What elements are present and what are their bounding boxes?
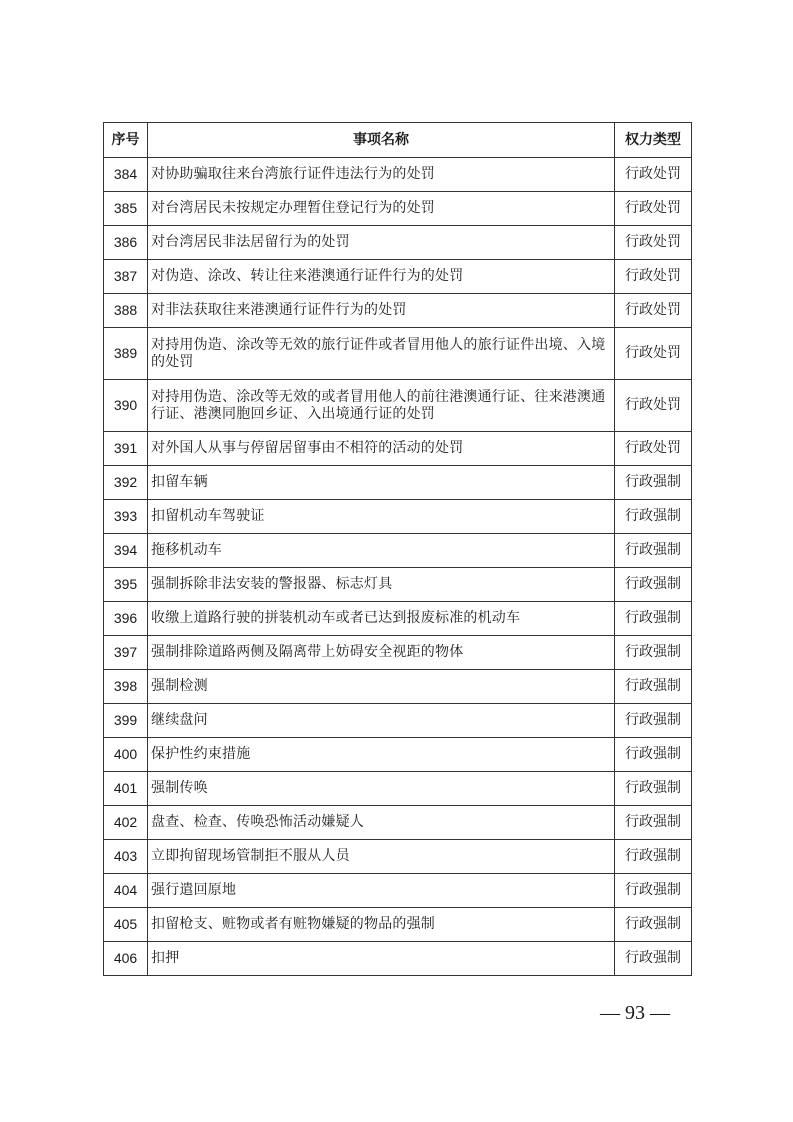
row-num: 391 — [104, 432, 148, 466]
row-type: 行政强制 — [615, 840, 692, 874]
table-row — [104, 534, 692, 568]
table-row — [104, 806, 692, 840]
table-row — [104, 738, 692, 772]
row-type: 行政处罚 — [615, 294, 692, 328]
row-type: 行政强制 — [615, 500, 692, 534]
table-row — [104, 636, 692, 670]
row-num: 404 — [104, 874, 148, 908]
header-num: 序号 — [104, 123, 148, 158]
row-num: 386 — [104, 226, 148, 260]
row-name: 对台湾居民未按规定办理暂住登记行为的处罚 — [148, 192, 615, 226]
row-type: 行政强制 — [615, 772, 692, 806]
row-type: 行政处罚 — [615, 192, 692, 226]
table-row — [104, 942, 692, 976]
row-name: 对台湾居民非法居留行为的处罚 — [148, 226, 615, 260]
row-name: 立即拘留现场管制拒不服从人员 — [148, 840, 615, 874]
row-name: 对非法获取往来港澳通行证件行为的处罚 — [148, 294, 615, 328]
row-name: 对持用伪造、涂改等无效的旅行证件或者冒用他人的旅行证件出境、入境的处罚 — [148, 328, 615, 380]
table-row — [104, 568, 692, 602]
row-name: 保护性约束措施 — [148, 738, 615, 772]
row-type: 行政处罚 — [615, 380, 692, 432]
row-num: 402 — [104, 806, 148, 840]
row-type: 行政处罚 — [615, 260, 692, 294]
row-name: 对持用伪造、涂改等无效的或者冒用他人的前往港澳通行证、往来港澳通行证、港澳同胞回乡证、入出境通行证的处罚 — [148, 380, 615, 432]
row-num: 384 — [104, 158, 148, 192]
row-num: 393 — [104, 500, 148, 534]
row-name: 对外国人从事与停留居留事由不相符的活动的处罚 — [148, 432, 615, 466]
row-type: 行政强制 — [615, 942, 692, 976]
row-type: 行政强制 — [615, 806, 692, 840]
row-num: 389 — [104, 328, 148, 380]
row-num: 396 — [104, 602, 148, 636]
row-name: 对协助骗取往来台湾旅行证件违法行为的处罚 — [148, 158, 615, 192]
table-row — [104, 772, 692, 806]
row-name: 扣留机动车驾驶证 — [148, 500, 615, 534]
row-name: 拖移机动车 — [148, 534, 615, 568]
items-table — [103, 122, 692, 976]
row-name: 扣押 — [148, 942, 615, 976]
row-num: 406 — [104, 942, 148, 976]
table-row — [104, 158, 692, 192]
row-type: 行政强制 — [615, 636, 692, 670]
row-num: 399 — [104, 704, 148, 738]
row-name: 扣留枪支、赃物或者有赃物嫌疑的物品的强制 — [148, 908, 615, 942]
row-name: 强制传唤 — [148, 772, 615, 806]
row-type: 行政强制 — [615, 908, 692, 942]
row-num: 390 — [104, 380, 148, 432]
row-name: 强制检测 — [148, 670, 615, 704]
row-num: 387 — [104, 260, 148, 294]
table-row — [104, 192, 692, 226]
row-num: 385 — [104, 192, 148, 226]
row-name: 盘查、检查、传唤恐怖活动嫌疑人 — [148, 806, 615, 840]
row-type: 行政处罚 — [615, 226, 692, 260]
table-row — [104, 908, 692, 942]
table-row — [104, 500, 692, 534]
row-num: 392 — [104, 466, 148, 500]
table-row — [104, 294, 692, 328]
table-row — [104, 466, 692, 500]
header-type: 权力类型 — [615, 123, 692, 158]
table-row — [104, 380, 692, 432]
row-type: 行政强制 — [615, 670, 692, 704]
row-num: 401 — [104, 772, 148, 806]
table-row — [104, 432, 692, 466]
row-name: 扣留车辆 — [148, 466, 615, 500]
row-type: 行政强制 — [615, 704, 692, 738]
row-type: 行政强制 — [615, 534, 692, 568]
row-type: 行政强制 — [615, 602, 692, 636]
row-type: 行政处罚 — [615, 328, 692, 380]
row-type: 行政强制 — [615, 466, 692, 500]
row-num: 394 — [104, 534, 148, 568]
row-num: 397 — [104, 636, 148, 670]
row-name: 收缴上道路行驶的拼装机动车或者已达到报废标准的机动车 — [148, 602, 615, 636]
row-name: 强制排除道路两侧及隔离带上妨碍安全视距的物体 — [148, 636, 615, 670]
row-type: 行政强制 — [615, 568, 692, 602]
header-name: 事项名称 — [148, 123, 615, 158]
row-type: 行政强制 — [615, 874, 692, 908]
table-row — [104, 260, 692, 294]
row-num: 395 — [104, 568, 148, 602]
row-num: 405 — [104, 908, 148, 942]
table-row — [104, 670, 692, 704]
table-row — [104, 602, 692, 636]
row-name: 强行遣回原地 — [148, 874, 615, 908]
table-header-row — [104, 123, 692, 158]
table-row — [104, 704, 692, 738]
table-row — [104, 328, 692, 380]
row-num: 388 — [104, 294, 148, 328]
row-name: 对伪造、涂改、转让往来港澳通行证件行为的处罚 — [148, 260, 615, 294]
row-num: 398 — [104, 670, 148, 704]
table-row — [104, 874, 692, 908]
page-number: — 93 — — [600, 1002, 670, 1024]
row-num: 400 — [104, 738, 148, 772]
row-num: 403 — [104, 840, 148, 874]
row-name: 继续盘问 — [148, 704, 615, 738]
row-type: 行政处罚 — [615, 432, 692, 466]
row-name: 强制拆除非法安装的警报器、标志灯具 — [148, 568, 615, 602]
row-type: 行政强制 — [615, 738, 692, 772]
table-row — [104, 226, 692, 260]
row-type: 行政处罚 — [615, 158, 692, 192]
table-row — [104, 840, 692, 874]
